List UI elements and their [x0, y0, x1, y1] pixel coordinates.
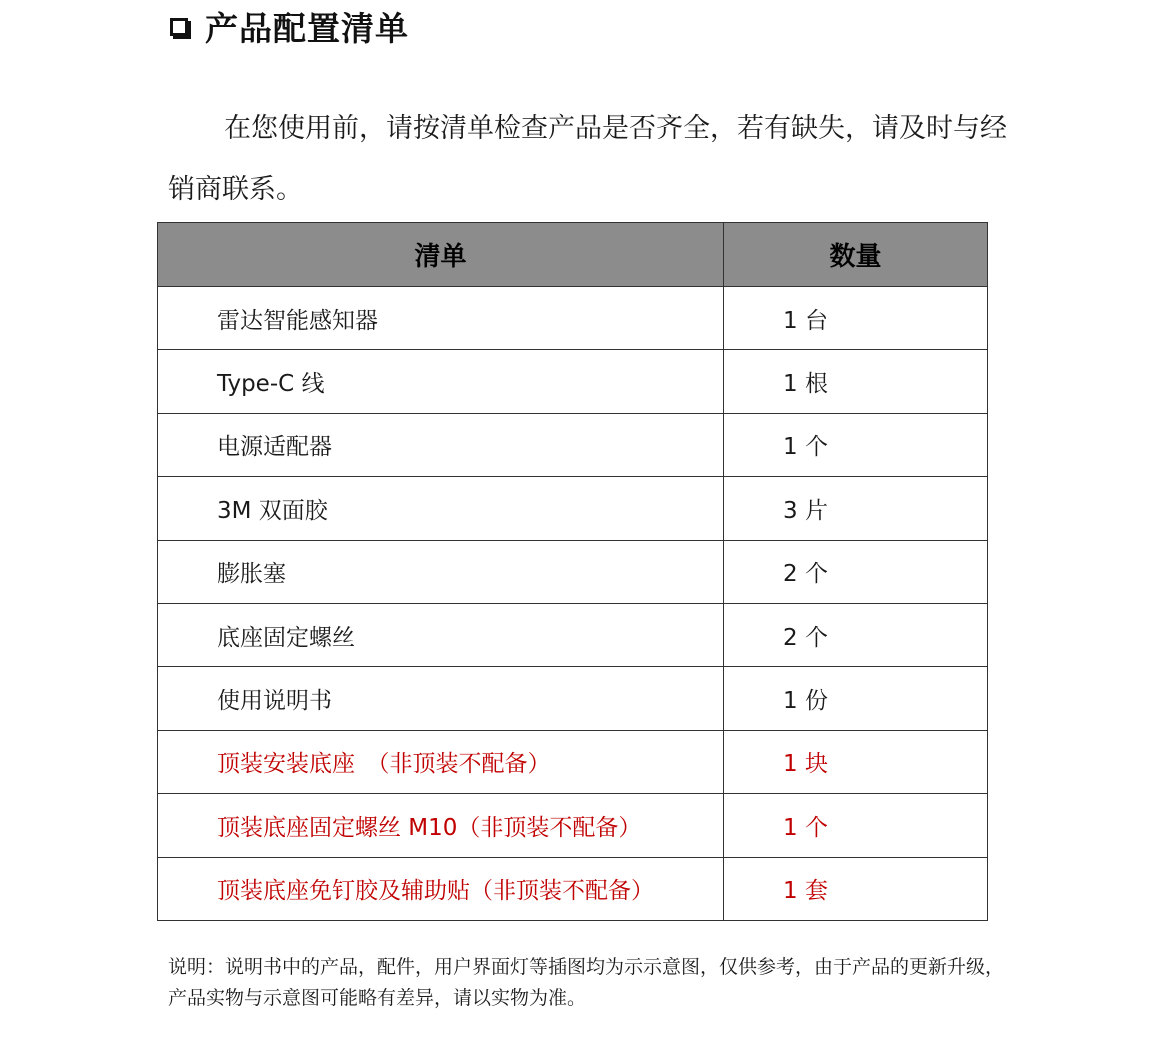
- item-name-cell: 顶装安装底座 （非顶装不配备）: [158, 730, 724, 793]
- item-quantity-cell: 3 片: [724, 477, 988, 540]
- table-row: [158, 794, 988, 857]
- table-row: [158, 603, 988, 666]
- item-name-cell: 膨胀塞: [158, 540, 724, 603]
- item-name-cell: 底座固定螺丝: [158, 603, 724, 666]
- column-header-quantity: 数量: [724, 223, 988, 287]
- table-row: [158, 287, 988, 350]
- item-name-cell: 雷达智能感知器: [158, 287, 724, 350]
- table-row: [158, 477, 988, 540]
- item-quantity-cell: 1 根: [724, 350, 988, 413]
- checkbox-icon: [170, 18, 188, 36]
- item-quantity-cell: 1 块: [724, 730, 988, 793]
- item-quantity-cell: 1 套: [724, 857, 988, 920]
- item-quantity-cell: 2 个: [724, 603, 988, 666]
- item-quantity-cell: 2 个: [724, 540, 988, 603]
- product-checklist-table: [157, 222, 988, 921]
- item-quantity-cell: 1 台: [724, 287, 988, 350]
- table-row: [158, 667, 988, 730]
- table-row: [158, 350, 988, 413]
- item-name-cell: 顶装底座免钉胶及辅助贴（非顶装不配备）: [158, 857, 724, 920]
- item-quantity-cell: 1 个: [724, 794, 988, 857]
- item-name-cell: 顶装底座固定螺丝 M10（非顶装不配备）: [158, 794, 724, 857]
- item-name-cell: Type-C 线: [158, 350, 724, 413]
- table-row: [158, 540, 988, 603]
- disclaimer-note: 说明：说明书中的产品，配件，用户界面灯等插图均为示示意图，仅供参考，由于产品的更新升级，产品实物与示意图可能略有差异，请以实物为准。: [168, 956, 1005, 1009]
- page-title: 产品配置清单: [205, 8, 409, 48]
- item-name-cell: 3M 双面胶: [158, 477, 724, 540]
- table-row: [158, 730, 988, 793]
- table-header-row: [158, 223, 988, 287]
- item-quantity-cell: 1 份: [724, 667, 988, 730]
- intro-paragraph: 在您使用前，请按清单检查产品是否齐全，若有缺失，请及时与经销商联系。: [168, 113, 1007, 205]
- item-quantity-cell: 1 个: [724, 413, 988, 476]
- item-name-cell: 使用说明书: [158, 667, 724, 730]
- section-heading: [170, 4, 409, 48]
- item-name-cell: 电源适配器: [158, 413, 724, 476]
- table-row: [158, 857, 988, 920]
- table-row: [158, 413, 988, 476]
- column-header-item: 清单: [158, 223, 724, 287]
